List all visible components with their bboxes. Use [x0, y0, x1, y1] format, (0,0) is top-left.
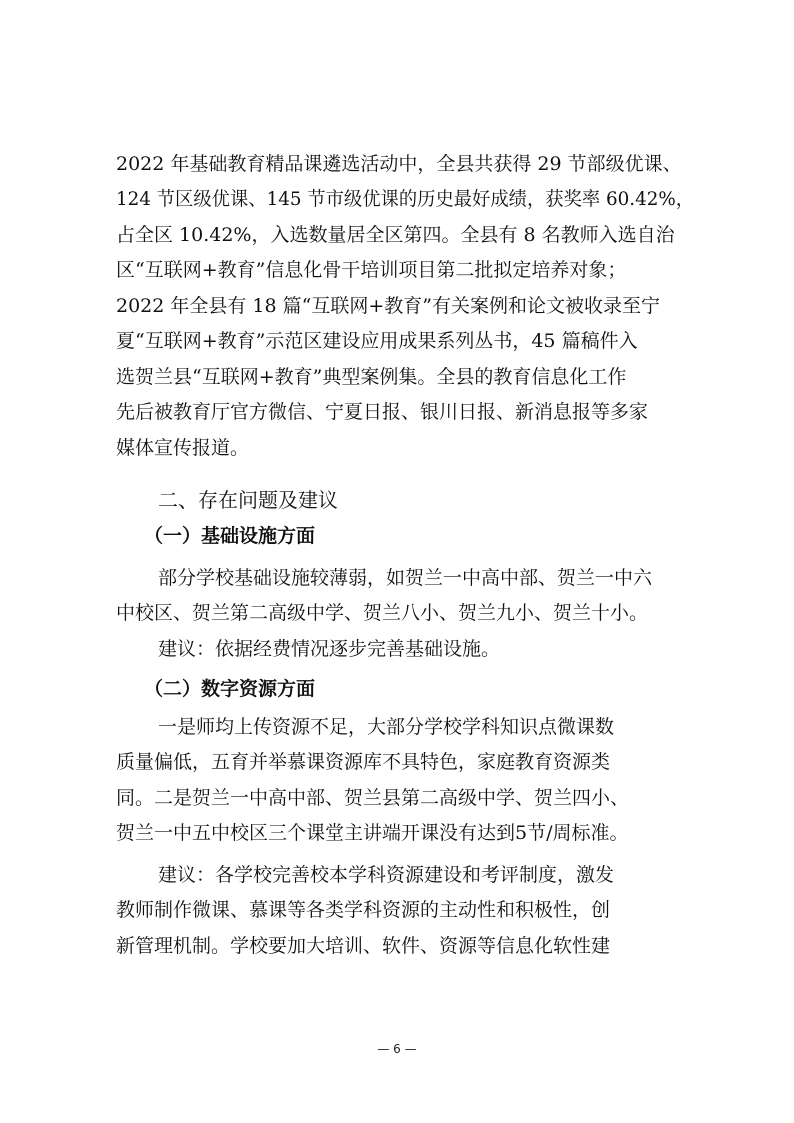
suggestion-line: 教师制作微课、慕课等各类学科资源的主动性和积极性，创: [116, 899, 611, 921]
suggestion-line: 新管理机制。学校要加大培训、软件、资源等信息化软性建: [116, 935, 611, 957]
section-heading: 二、存在问题及建议: [158, 488, 338, 512]
paragraph-line: 区“互联网+教育”信息化骨干培训项目第二批拟定培养对象；: [116, 259, 627, 281]
paragraph-line: 中校区、贺兰第二高级中学、贺兰八小、贺兰九小、贺兰十小。: [116, 602, 649, 624]
paragraph-line: 夏“互联网+教育”示范区建设应用成果系列丛书，45 篇稿件入: [116, 330, 638, 352]
subsection-heading: （二）数字资源方面: [144, 678, 316, 700]
paragraph-line: 2022 年基础教育精品课遴选活动中，全县共获得 29 节部级优课、: [116, 153, 682, 175]
paragraph-line: 同。二是贺兰一中高中部、贺兰县第二高级中学、贺兰四小、: [116, 787, 630, 809]
suggestion-line: 建议：依据经费情况逐步完善基础设施。: [158, 638, 501, 660]
paragraph-line: 质量偏低，五育并举慕课资源库不具特色，家庭教育资源类: [116, 751, 611, 773]
paragraph-line: 一是师均上传资源不足，大部分学校学科知识点微课数: [158, 716, 615, 738]
paragraph-line: 选贺兰县“互联网+教育”典型案例集。全县的教育信息化工作: [116, 366, 627, 388]
paragraph-line: 部分学校基础设施较薄弱，如贺兰一中高中部、贺兰一中六: [158, 567, 653, 589]
subsection-heading: （一）基础设施方面: [144, 525, 316, 547]
page-number: — 6 —: [377, 1042, 417, 1056]
suggestion-line: 建议：各学校完善校本学科资源建设和考评制度，激发: [158, 864, 615, 886]
paragraph-line: 占全区 10.42%，入选数量居全区第四。全县有 8 名教师入选自治: [116, 224, 675, 246]
paragraph-line: 2022 年全县有 18 篇“互联网+教育”有关案例和论文被收录至宁: [116, 295, 660, 317]
paragraph-line: 先后被教育厅官方微信、宁夏日报、银川日报、新消息报等多家: [116, 401, 649, 423]
paragraph-line: 124 节区级优课、145 节市级优课的历史最好成绩，获奖率 60.42%，: [116, 188, 695, 210]
paragraph-line: 贺兰一中五中校区三个课堂主讲端开课没有达到5节/周标准。: [116, 822, 629, 844]
paragraph-line: 媒体宣传报道。: [116, 437, 250, 459]
